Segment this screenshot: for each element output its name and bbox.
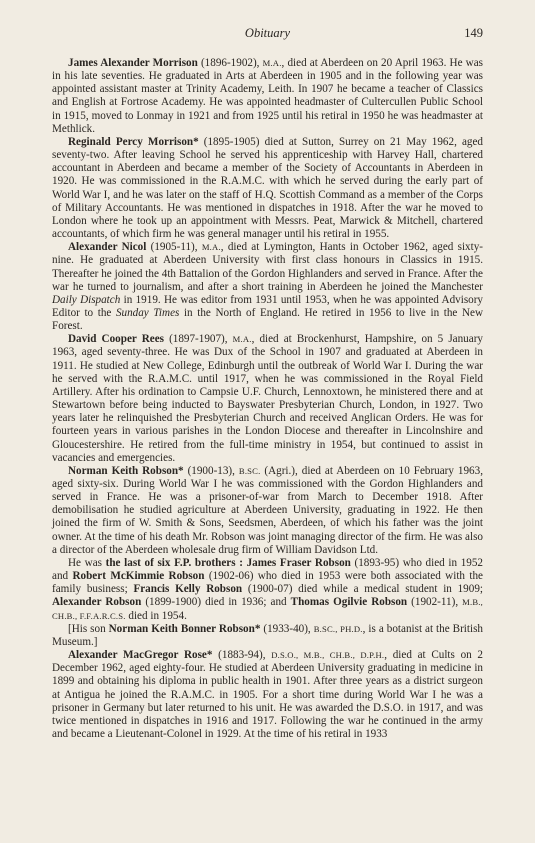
page-header <box>52 26 483 48</box>
entry-text: , died at Brockenhurst, Hampshire, on 5 January 1963, aged seventy-three. He was Dux of the School in 1907 and graduated at Aberdeen in 1911. He studied at New College, Edinburgh until the outbreak of World War I. During the war he served with the R.A.M.C. until 1917, when he was commissioned in the Royal Field Artillery. After his ordination to Campsie U.F. Church, Lennoxtown, he ministered there and at Stewartown before being inducted to Bayswater Presbyterian Church, London, in 1927. Two years later he relinquished the Presbyterian Church and received Anglican Orders. He was for fourteen years in various parishes in the London Diocese and thereafter in Lincolnshire and Gloucestershire. He retired from the full-time ministry in 1954, but continued to assist in vacancies and emergencies. <box>52 333 483 464</box>
entry-degree: D.S.O., M.B., CH.B., D.P.H. <box>271 650 385 661</box>
page-number: 149 <box>464 26 483 40</box>
person-name: the last of six F.P. brothers : James Fraser Robson <box>105 556 351 569</box>
entry-text: (Agri.), died at Aberdeen on 10 February 1963, aged sixty-six. During World War I he was commissioned with the Gordon Highlanders and served in France. He was a prisoner-of-war from March to December 1918. After demobilisation he studied agriculture at Aberdeen University, graduating in 1922. He then joined the firm of W. Smith & Sons, Seedsmen, Aberdeen, of which his father was the joint owner. At the time of his death Mr. Robson was joint managing director of the firm. He was also a director of the Aberdeen wholesale drug firm of William Davidson Ltd. <box>52 464 483 556</box>
entry-text: in the North of England. He retired in 1956 to live in the New Forest. <box>52 306 483 333</box>
entry-text: , died at Cults on 2 December 1962, aged eighty-four. He studied at Aberdeen University graduating in medicine in 1899 and obtaining his diploma in public health in 1901. After three years as a district surgeon at Antigua he joined the R.A.M.C. in 1905. For a short time during World War I he was a prisoner in Germany but later returned to his unit. He was awarded the D.S.O. in 1917, and was twice mentioned in dispatches in 1916 and 1917. Following the war he continued in the army and became a Lieutenant-Colonel in 1929. At the time of his retiral in 1933 <box>52 649 483 740</box>
person-name: Robert McKimmie Robson <box>72 570 205 583</box>
person-name: Alexander Robson <box>52 596 142 609</box>
paragraph-text: (1893-95) who died in 1952 and <box>52 556 483 583</box>
obituary-entry-morrison-reginald <box>52 136 483 241</box>
degree: M.B., CH.B., F.F.A.R.C.S. <box>52 597 483 621</box>
entry-dates: (1897-1907), <box>163 333 233 346</box>
entry-text: , died at Lymington, Hants in October 1962, aged sixty-nine. He graduated at Aberdeen University with first class honours in Classics in 1915. Thereafter he joined the 4th Battalion of the Gordon Highlanders and served in France. After the war he turned to journalism, and after a short training in Aberdeen he joined the Manchester <box>52 241 483 293</box>
paragraph-text: , is a botanist at the British Museum.] <box>52 622 483 648</box>
running-title: Obituary <box>244 26 291 40</box>
newspaper-title: Daily Dispatch <box>52 293 121 306</box>
entry-dates: (1905-11), <box>146 241 202 254</box>
robson-brothers-paragraph <box>52 557 483 623</box>
obituary-text <box>52 57 483 741</box>
entry-dates: (1883-94), <box>212 649 272 662</box>
person-name: Thomas Ogilvie Robson <box>290 596 408 609</box>
document-page <box>52 26 483 741</box>
person-name: Norman Keith Bonner Robson* <box>108 622 261 635</box>
paragraph-text: (1902-06) who died in 1953 were both associated with the family business; <box>52 570 483 596</box>
entry-dates: (1895-1905) <box>198 135 265 148</box>
degree: B.SC., PH.D. <box>313 623 363 634</box>
entry-degree: M.A. <box>262 58 282 68</box>
person-name: Francis Kelly Robson <box>133 583 243 596</box>
entry-text: , died at Aberdeen on 20 April 1963. He was in his late seventies. He graduated in Arts at Aberdeen in 1905 and in the following year was appointed assistant master at Trinity Academy, Leith. In 1907 he became a teacher of Classics and English at Fortrose Academy. He was appointed headmaster of Cultercullen Public School in 1915, moved to Lonmay in 1921 and from 1925 until his retiral in 1950 he was headmaster at Methlick. <box>52 57 483 135</box>
entry-name: Alexander MacGregor Rose* <box>68 649 213 662</box>
entry-text: in 1919. He was editor from 1931 until 1953, when he was appointed Advisory Editor to the <box>52 293 484 319</box>
entry-dates: (1900-13), <box>183 464 239 477</box>
entry-name: David Cooper Rees <box>68 333 164 346</box>
obituary-entry-morrison-james <box>52 57 483 136</box>
entry-text: died at Sutton, Surrey on 21 May 1962, aged seventy-two. After leaving School he served his apprenticeship with Harvey Hall, chartered accountant in Aberdeen and became a member of the Society of Accountants in Aberdeen in 1920. He was commissioned in the R.A.M.C. with which he served during the early part of World War I, and he was later on the staff of H.Q. Scottish Command as a member of the Corps of Military Accountants. He was mentioned in dispatches in 1918. After the war he moved to London where he took up an appointment with Messrs. Peat, Marwick & Mitchell, chartered accountants, of which firm he was general manager until his retiral in 1955. <box>52 135 483 241</box>
paragraph-text: died in 1954. <box>125 609 187 622</box>
paragraph-text: (1899-1900) died in 1936; and <box>141 596 291 609</box>
entry-degree: M.A. <box>201 242 221 253</box>
obituary-entry-rose <box>52 649 483 741</box>
obituary-entry-nicol <box>52 241 483 333</box>
entry-name: Reginald Percy Morrison* <box>68 135 199 148</box>
robson-son-paragraph <box>52 623 483 649</box>
entry-name: Alexander Nicol <box>68 241 147 254</box>
entry-name: Norman Keith Robson* <box>68 464 184 477</box>
entry-name: James Alexander Morrison <box>68 57 198 69</box>
paragraph-text: He was <box>68 556 106 569</box>
paragraph-text: (1902-11), <box>407 596 463 609</box>
obituary-entry-robson <box>52 465 483 557</box>
entry-degree: B.SC. <box>238 465 261 476</box>
paragraph-text: (1900-07) died while a medical student in 1909; <box>242 583 483 596</box>
obituary-entry-rees <box>52 333 483 465</box>
paragraph-text: (1933-40), <box>260 622 314 635</box>
entry-degree: M.A. <box>232 334 252 345</box>
newspaper-title: Sunday Times <box>115 306 180 319</box>
paragraph-text: [His son <box>68 622 109 635</box>
entry-dates: (1896-1902), <box>197 57 263 69</box>
